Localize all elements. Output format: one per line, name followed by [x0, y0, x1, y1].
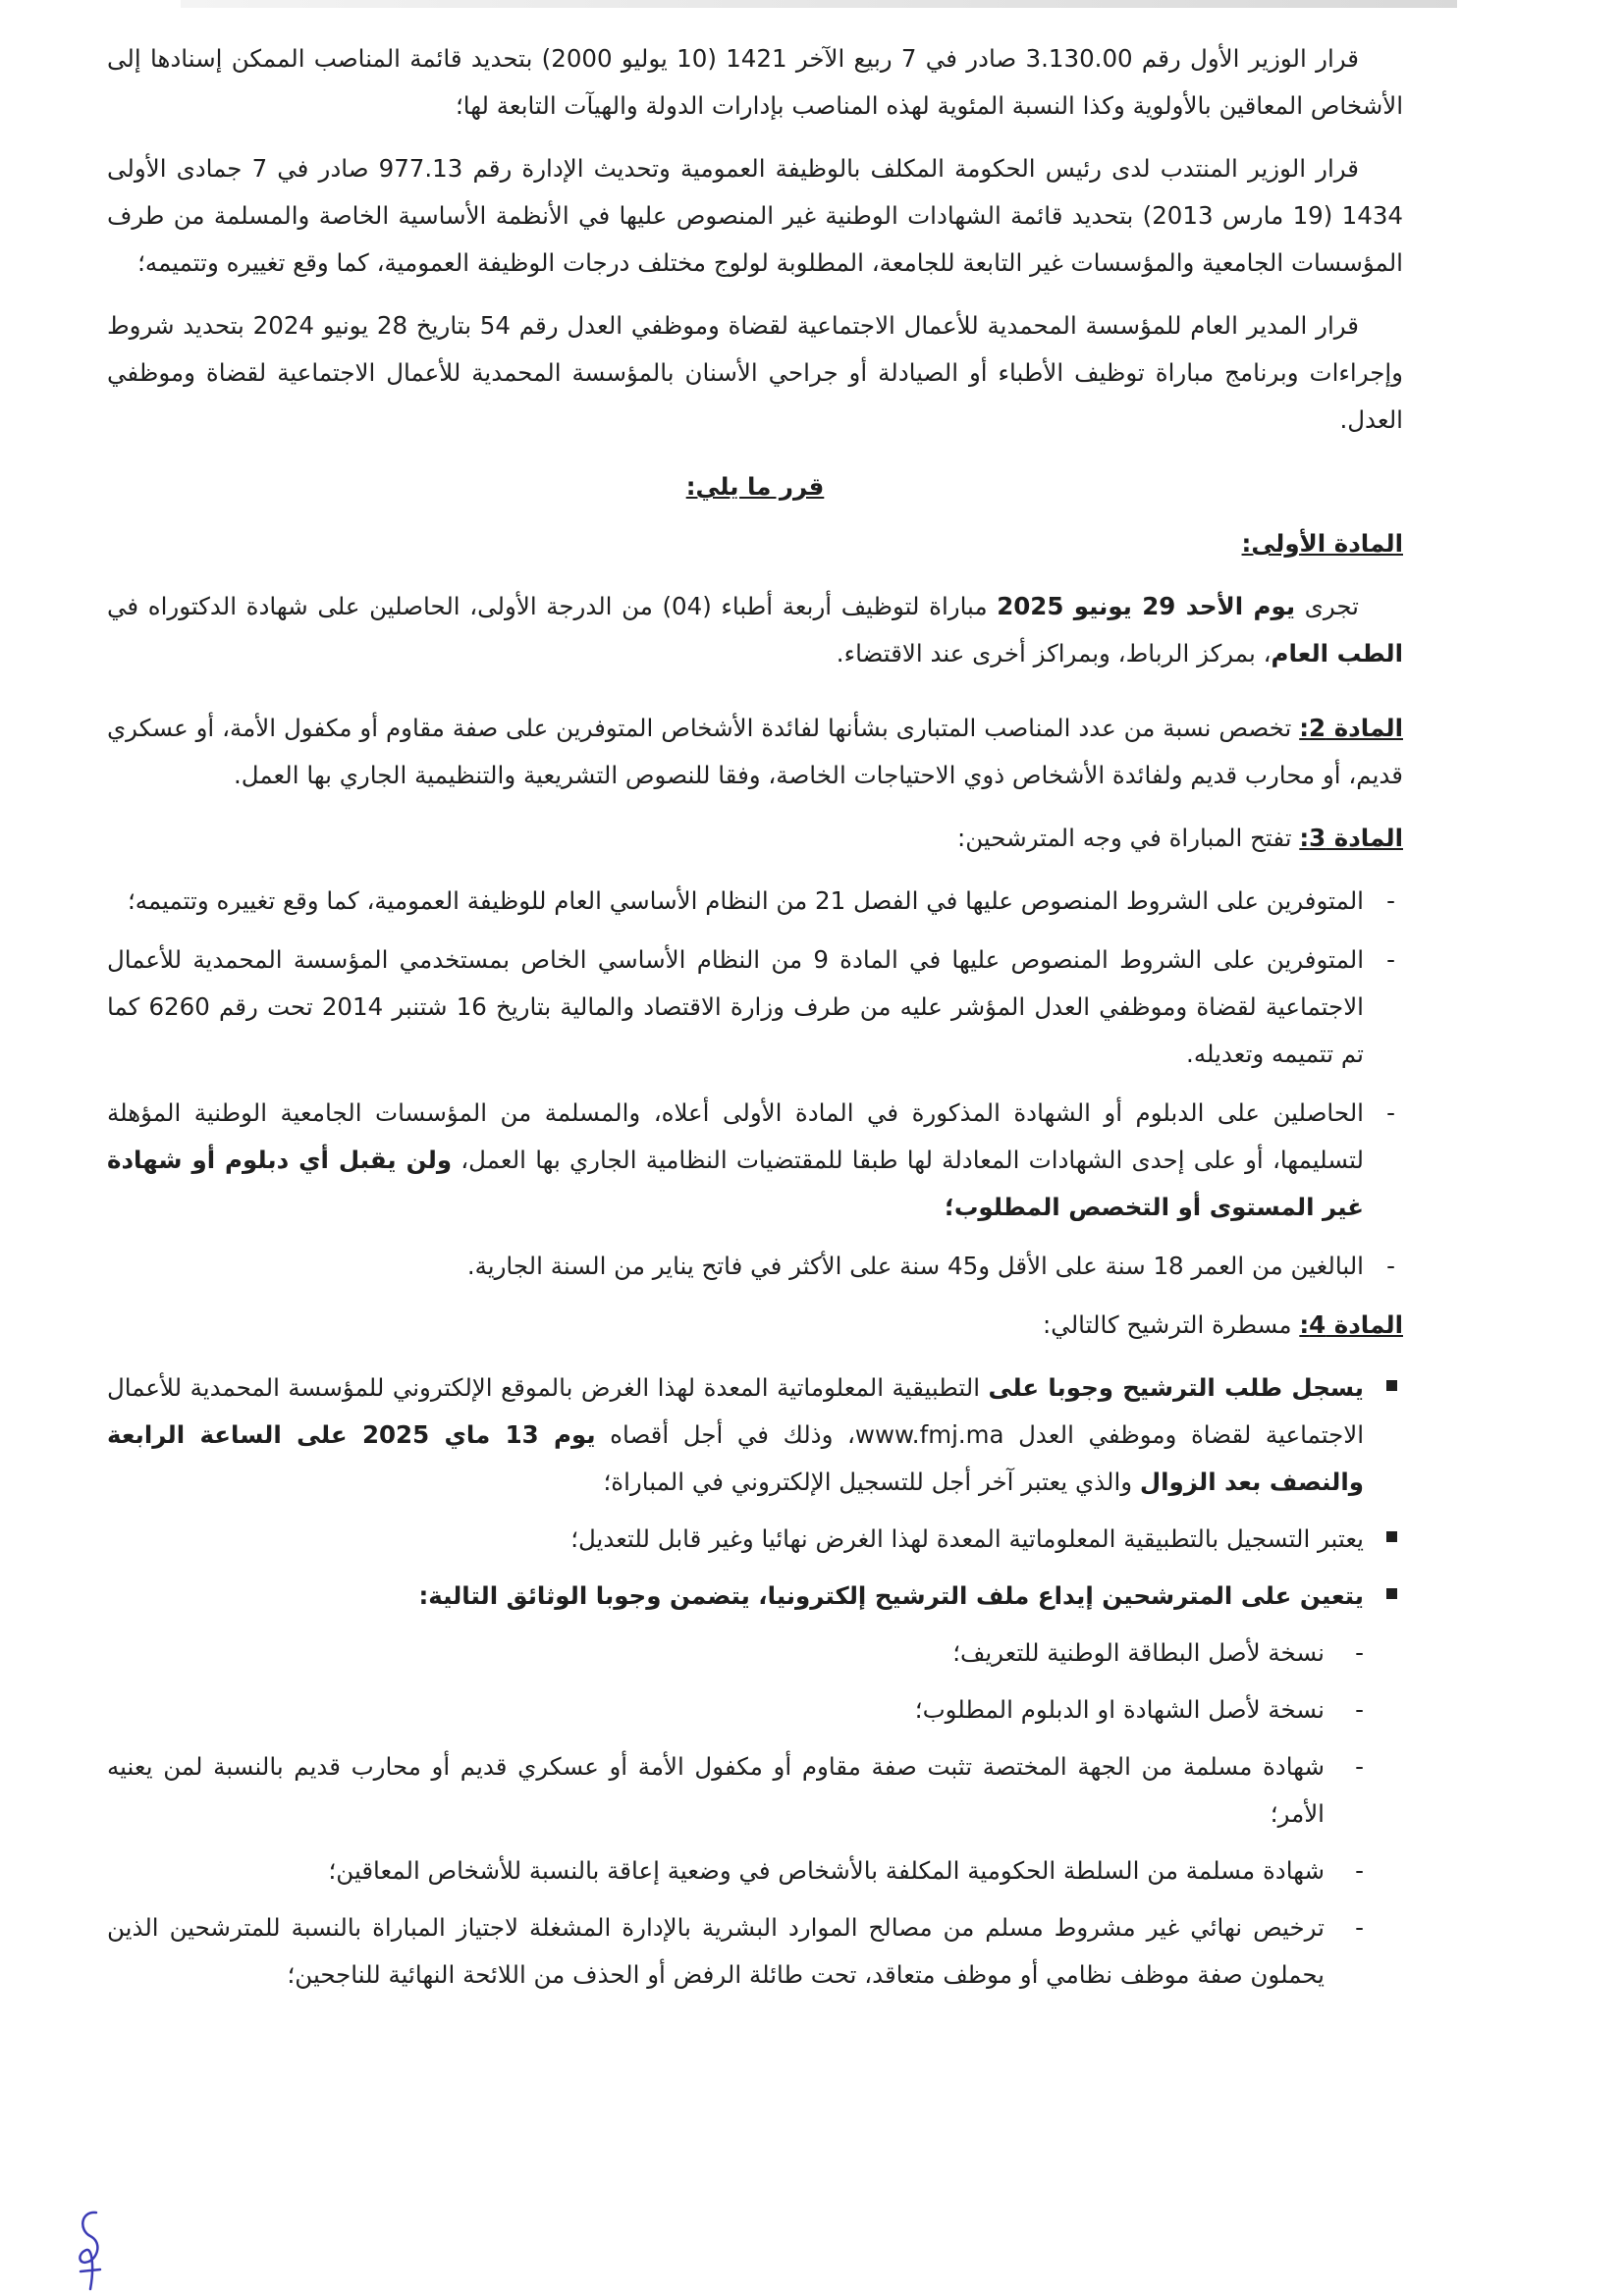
procedure-item-1-bold: يسجل طلب الترشيح وجوبا على: [988, 1373, 1364, 1402]
procedure-item-1-text: التطبيقية المعلوماتية المعدة لهذا الغرض بالموقع الإلكتروني للمؤسسة المحمدية للأعمال الاجتماعية لقضاة وموظفي العدل www.fmj.ma، وذلك في أجل أقصاه: [107, 1373, 1365, 1449]
article-1: [107, 520, 1403, 677]
document-body: [107, 35, 1403, 2008]
article-4-heading: [107, 1302, 1403, 1349]
application-procedure-list: [107, 1364, 1403, 1620]
article-2-label: المادة 2:: [1299, 714, 1403, 742]
signature-icon: [61, 2207, 120, 2295]
article-2-text: تخصص نسبة من عدد المناصب المتبارى بشأنها لفائدة الأشخاص المتوفرين على صفة مقاوم أو مكفول الأمة، أو عسكري قديم، أو محارب قديم ولفائدة الأشخاص ذوي الاحتياجات الخاصة، وفقا للنصوص التشريعية والتنظيمية الجاري بها العمل.: [107, 714, 1403, 789]
article-4-label: المادة 4:: [1299, 1310, 1403, 1339]
preamble-paragraph-2: قرار الوزير المنتدب لدى رئيس الحكومة المكلف بالوظيفة العمومية وتحديث الإدارة رقم 977.13 صادر في 7 جمادى الأولى 1434 (19 مارس 2013) بتحديد قائمة الشهادات الوطنية غير المنصوص عليها في الأنظمة الأساسية الخاصة والمسلمة من طرف المؤسسات الجامعية والمؤسسات غير التابعة للجامعة، المطلوبة لولوج مختلف درجات الوظيفة العمومية، كما وقع تغييره وتتميمه؛: [107, 154, 1403, 277]
decided-heading: قرر ما يلي:: [685, 472, 825, 501]
procedure-item-2: يعتبر التسجيل بالتطبيقية المعلوماتية المعدة لهذا الغرض نهائيا وغير قابل للتعديل؛: [107, 1516, 1403, 1563]
procedure-item-3: يتعين على المترشحين إيداع ملف الترشيح إلكترونيا، يتضمن وجوبا الوثائق التالية:: [107, 1573, 1403, 1620]
article-4: [107, 1302, 1403, 1999]
article-1-text: [107, 583, 1403, 677]
exam-date: يوم الأحد 29 يونيو 2025: [997, 592, 1296, 620]
document-item-5: - ترخيص نهائي غير مشروط مسلم من مصالح الموارد البشرية بالإدارة المشغلة لاجتياز المباراة بالنسبة للمترشحين الذين يحملون صفة موظف نظامي أو موظف متعاقد، تحت طائلة الرفض أو الحذف من اللائحة النهائية للناجحين؛: [107, 1904, 1403, 1999]
header-rule: [181, 0, 1457, 8]
article-3-heading: [107, 815, 1403, 862]
article-3: [107, 815, 1403, 1290]
document-item-1: - نسخة لأصل البطاقة الوطنية للتعريف؛: [107, 1629, 1403, 1677]
condition-item-3-text: الحاصلين على الدبلوم أو الشهادة المذكورة في المادة الأولى أعلاه، والمسلمة من المؤسسات الجامعية الوطنية المؤهلة لتسليمها، أو على إحدى الشهادات المعادلة لها طبقا للمقتضيات النظامية الجاري بها العمل،: [107, 1098, 1364, 1174]
condition-item-3: [107, 1090, 1403, 1231]
document-item-3: - شهادة مسلمة من الجهة المختصة تثبت صفة مقاوم أو مكفول الأمة أو عسكري قديم أو محارب قديم بالنسبة لمن يعنيه الأمر؛: [107, 1743, 1403, 1838]
document-item-2: - نسخة لأصل الشهادة او الدبلوم المطلوب؛: [107, 1686, 1403, 1734]
medical-field: الطب العام: [1271, 639, 1403, 667]
article-3-label: المادة 3:: [1299, 824, 1403, 852]
condition-item-2: - المتوفرين على الشروط المنصوص عليها في المادة 9 من النظام الأساسي الخاص بمستخدمي المؤسسة المحمدية للأعمال الاجتماعية لقضاة وموظفي العدل المؤشر عليه من طرف وزارة الاقتصاد والمالية بتاريخ 16 شتنبر 2014 تحت رقم 6260 كما تم تتميمه وتعديله.: [107, 936, 1403, 1078]
condition-item-3-emphasis: ولن يقبل أي دبلوم أو شهادة غير المستوى أو التخصص المطلوب؛: [107, 1146, 1364, 1221]
article-1-heading: [107, 520, 1403, 567]
article-1-text-c: ، بمركز الرباط، وبمراكز أخرى عند الاقتضاء.: [836, 639, 1272, 667]
article-2: [107, 705, 1403, 799]
preamble-paragraph-3: قرار المدير العام للمؤسسة المحمدية للأعمال الاجتماعية لقضاة وموظفي العدل رقم 54 بتاريخ 28 يونيو 2024 بتحديد شروط وإجراءات وبرنامج مباراة توظيف الأطباء أو الصيادلة أو جراحي الأسنان بالمؤسسة المحمدية للأعمال الاجتماعية لقضاة وموظفي العدل.: [107, 311, 1403, 434]
required-documents-list: [107, 1629, 1403, 1999]
condition-item-4: - البالغين من العمر 18 سنة على الأقل و45 سنة على الأكثر في فاتح يناير من السنة الجارية.: [107, 1243, 1403, 1290]
procedure-item-1: [107, 1364, 1403, 1506]
document-item-4: - شهادة مسلمة من السلطة الحكومية المكلفة بالأشخاص في وضعية إعاقة بالنسبة للأشخاص المعاقين؛: [107, 1847, 1403, 1895]
procedure-item-1-end: والذي يعتبر آخر أجل للتسجيل الإلكتروني في المباراة؛: [603, 1468, 1140, 1496]
article-3-intro: تفتح المباراة في وجه المترشحين:: [956, 824, 1300, 852]
application-deadline: يوم 13 ماي 2025 على الساعة الرابعة والنصف بعد الزوال: [107, 1420, 1364, 1496]
article-1-text-b: مباراة لتوظيف أربعة أطباء (04) من الدرجة الأولى، الحاصلين على شهادة الدكتوراه في: [107, 592, 998, 620]
condition-item-1: - المتوفرين على الشروط المنصوص عليها في الفصل 21 من النظام الأساسي العام للوظيفة العمومية، كما وقع تغييره وتتميمه؛: [107, 878, 1403, 925]
preamble-paragraph-1: قرار الوزير الأول رقم 3.130.00 صادر في 7 ربيع الآخر 1421 (10 يوليو 2000) بتحديد قائمة المناصب الممكن إسنادها إلى الأشخاص المعاقين بالأولوية وكذا النسبة المئوية لهذه المناصب بإدارات الدولة والهيآت التابعة لها؛: [107, 44, 1403, 120]
article-1-label: المادة الأولى:: [1241, 529, 1403, 558]
article-3-conditions-list: [107, 878, 1403, 1290]
article-1-text-a: تجرى: [1295, 592, 1359, 620]
article-4-intro: مسطرة الترشيح كالتالي:: [1043, 1310, 1300, 1339]
